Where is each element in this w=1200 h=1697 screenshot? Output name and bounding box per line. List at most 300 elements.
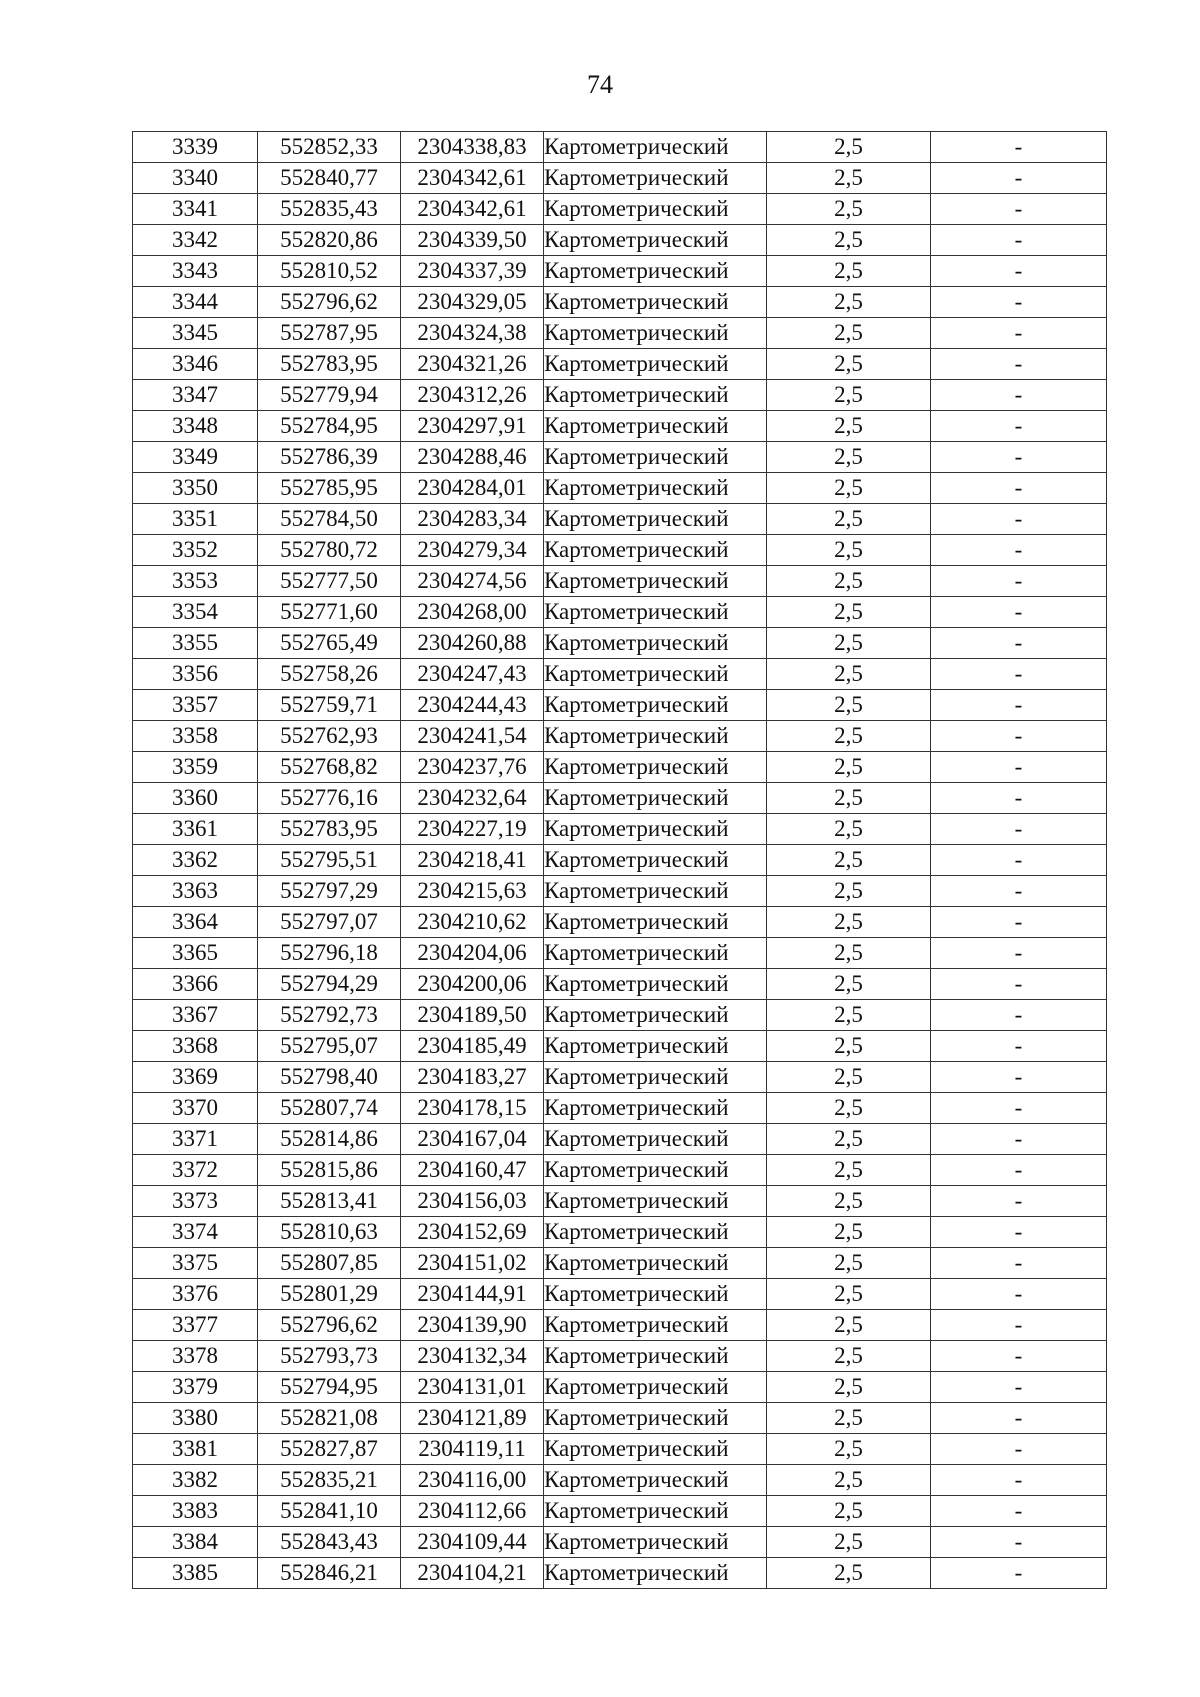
note-cell: - (931, 163, 1107, 194)
y-coordinate-cell: 2304131,01 (401, 1372, 544, 1403)
y-coordinate-cell: 2304274,56 (401, 566, 544, 597)
x-coordinate-cell: 552759,71 (258, 690, 401, 721)
note-cell: - (931, 473, 1107, 504)
note-cell: - (931, 1248, 1107, 1279)
x-coordinate-cell: 552795,07 (258, 1031, 401, 1062)
point-number-cell: 3365 (133, 938, 258, 969)
note-cell: - (931, 1093, 1107, 1124)
accuracy-cell: 2,5 (767, 1310, 931, 1341)
method-cell: Картометрический (544, 380, 767, 411)
method-cell: Картометрический (544, 256, 767, 287)
accuracy-cell: 2,5 (767, 907, 931, 938)
table-row (133, 318, 1107, 349)
accuracy-cell: 2,5 (767, 876, 931, 907)
note-cell: - (931, 721, 1107, 752)
note-cell: - (931, 783, 1107, 814)
table-row (133, 1000, 1107, 1031)
method-cell: Картометрический (544, 411, 767, 442)
table-row (133, 1248, 1107, 1279)
table-row (133, 938, 1107, 969)
method-cell: Картометрический (544, 318, 767, 349)
note-cell: - (931, 752, 1107, 783)
note-cell: - (931, 1062, 1107, 1093)
y-coordinate-cell: 2304185,49 (401, 1031, 544, 1062)
accuracy-cell: 2,5 (767, 1155, 931, 1186)
table-row (133, 814, 1107, 845)
x-coordinate-cell: 552815,86 (258, 1155, 401, 1186)
method-cell: Картометрический (544, 876, 767, 907)
note-cell: - (931, 1124, 1107, 1155)
point-number-cell: 3378 (133, 1341, 258, 1372)
method-cell: Картометрический (544, 1465, 767, 1496)
x-coordinate-cell: 552807,85 (258, 1248, 401, 1279)
accuracy-cell: 2,5 (767, 349, 931, 380)
accuracy-cell: 2,5 (767, 1248, 931, 1279)
point-number-cell: 3385 (133, 1558, 258, 1589)
x-coordinate-cell: 552810,52 (258, 256, 401, 287)
table-row (133, 1465, 1107, 1496)
point-number-cell: 3374 (133, 1217, 258, 1248)
method-cell: Картометрический (544, 690, 767, 721)
y-coordinate-cell: 2304244,43 (401, 690, 544, 721)
method-cell: Картометрический (544, 1403, 767, 1434)
accuracy-cell: 2,5 (767, 256, 931, 287)
table-row (133, 1062, 1107, 1093)
note-cell: - (931, 1000, 1107, 1031)
note-cell: - (931, 845, 1107, 876)
note-cell: - (931, 814, 1107, 845)
y-coordinate-cell: 2304189,50 (401, 1000, 544, 1031)
table-row (133, 163, 1107, 194)
note-cell: - (931, 1217, 1107, 1248)
y-coordinate-cell: 2304121,89 (401, 1403, 544, 1434)
point-number-cell: 3352 (133, 535, 258, 566)
method-cell: Картометрический (544, 535, 767, 566)
note-cell: - (931, 504, 1107, 535)
note-cell: - (931, 1341, 1107, 1372)
table-row (133, 1434, 1107, 1465)
note-cell: - (931, 535, 1107, 566)
table-row (133, 256, 1107, 287)
y-coordinate-cell: 2304178,15 (401, 1093, 544, 1124)
x-coordinate-cell: 552814,86 (258, 1124, 401, 1155)
y-coordinate-cell: 2304232,64 (401, 783, 544, 814)
table-row (133, 721, 1107, 752)
point-number-cell: 3354 (133, 597, 258, 628)
x-coordinate-cell: 552779,94 (258, 380, 401, 411)
accuracy-cell: 2,5 (767, 442, 931, 473)
x-coordinate-cell: 552840,77 (258, 163, 401, 194)
note-cell: - (931, 876, 1107, 907)
y-coordinate-cell: 2304152,69 (401, 1217, 544, 1248)
y-coordinate-cell: 2304156,03 (401, 1186, 544, 1217)
x-coordinate-cell: 552771,60 (258, 597, 401, 628)
method-cell: Картометрический (544, 659, 767, 690)
note-cell: - (931, 318, 1107, 349)
y-coordinate-cell: 2304297,91 (401, 411, 544, 442)
note-cell: - (931, 1496, 1107, 1527)
accuracy-cell: 2,5 (767, 783, 931, 814)
y-coordinate-cell: 2304268,00 (401, 597, 544, 628)
accuracy-cell: 2,5 (767, 132, 931, 163)
method-cell: Картометрический (544, 349, 767, 380)
accuracy-cell: 2,5 (767, 1093, 931, 1124)
accuracy-cell: 2,5 (767, 1279, 931, 1310)
point-number-cell: 3347 (133, 380, 258, 411)
y-coordinate-cell: 2304237,76 (401, 752, 544, 783)
accuracy-cell: 2,5 (767, 597, 931, 628)
y-coordinate-cell: 2304119,11 (401, 1434, 544, 1465)
point-number-cell: 3355 (133, 628, 258, 659)
x-coordinate-cell: 552784,50 (258, 504, 401, 535)
x-coordinate-cell: 552821,08 (258, 1403, 401, 1434)
x-coordinate-cell: 552758,26 (258, 659, 401, 690)
accuracy-cell: 2,5 (767, 814, 931, 845)
table-row (133, 1031, 1107, 1062)
page-number: 74 (587, 70, 613, 99)
table-row (133, 1341, 1107, 1372)
y-coordinate-cell: 2304284,01 (401, 473, 544, 504)
table-row (133, 225, 1107, 256)
x-coordinate-cell: 552801,29 (258, 1279, 401, 1310)
table-row (133, 1217, 1107, 1248)
table-row (133, 1558, 1107, 1589)
point-number-cell: 3360 (133, 783, 258, 814)
note-cell: - (931, 938, 1107, 969)
x-coordinate-cell: 552835,21 (258, 1465, 401, 1496)
method-cell: Картометрический (544, 225, 767, 256)
note-cell: - (931, 1279, 1107, 1310)
note-cell: - (931, 1403, 1107, 1434)
table-row (133, 473, 1107, 504)
point-number-cell: 3358 (133, 721, 258, 752)
y-coordinate-cell: 2304329,05 (401, 287, 544, 318)
y-coordinate-cell: 2304204,06 (401, 938, 544, 969)
y-coordinate-cell: 2304339,50 (401, 225, 544, 256)
accuracy-cell: 2,5 (767, 1434, 931, 1465)
accuracy-cell: 2,5 (767, 1186, 931, 1217)
method-cell: Картометрический (544, 194, 767, 225)
point-number-cell: 3369 (133, 1062, 258, 1093)
table-body (133, 132, 1107, 1589)
table-row (133, 411, 1107, 442)
point-number-cell: 3367 (133, 1000, 258, 1031)
x-coordinate-cell: 552794,29 (258, 969, 401, 1000)
x-coordinate-cell: 552835,43 (258, 194, 401, 225)
note-cell: - (931, 411, 1107, 442)
y-coordinate-cell: 2304218,41 (401, 845, 544, 876)
point-number-cell: 3368 (133, 1031, 258, 1062)
y-coordinate-cell: 2304288,46 (401, 442, 544, 473)
method-cell: Картометрический (544, 1527, 767, 1558)
y-coordinate-cell: 2304342,61 (401, 194, 544, 225)
table-row (133, 1124, 1107, 1155)
point-number-cell: 3341 (133, 194, 258, 225)
method-cell: Картометрический (544, 1279, 767, 1310)
note-cell: - (931, 1558, 1107, 1589)
table-row (133, 907, 1107, 938)
y-coordinate-cell: 2304200,06 (401, 969, 544, 1000)
method-cell: Картометрический (544, 473, 767, 504)
y-coordinate-cell: 2304132,34 (401, 1341, 544, 1372)
note-cell: - (931, 1155, 1107, 1186)
y-coordinate-cell: 2304112,66 (401, 1496, 544, 1527)
x-coordinate-cell: 552787,95 (258, 318, 401, 349)
method-cell: Картометрический (544, 1558, 767, 1589)
accuracy-cell: 2,5 (767, 1403, 931, 1434)
x-coordinate-cell: 552786,39 (258, 442, 401, 473)
y-coordinate-cell: 2304342,61 (401, 163, 544, 194)
point-number-cell: 3364 (133, 907, 258, 938)
x-coordinate-cell: 552768,82 (258, 752, 401, 783)
accuracy-cell: 2,5 (767, 1527, 931, 1558)
y-coordinate-cell: 2304247,43 (401, 659, 544, 690)
accuracy-cell: 2,5 (767, 1062, 931, 1093)
coordinates-table (132, 131, 1107, 1589)
method-cell: Картометрический (544, 1000, 767, 1031)
point-number-cell: 3356 (133, 659, 258, 690)
y-coordinate-cell: 2304279,34 (401, 535, 544, 566)
x-coordinate-cell: 552783,95 (258, 349, 401, 380)
method-cell: Картометрический (544, 907, 767, 938)
method-cell: Картометрический (544, 442, 767, 473)
method-cell: Картометрический (544, 721, 767, 752)
note-cell: - (931, 380, 1107, 411)
note-cell: - (931, 256, 1107, 287)
method-cell: Картометрический (544, 969, 767, 1000)
accuracy-cell: 2,5 (767, 969, 931, 1000)
accuracy-cell: 2,5 (767, 1124, 931, 1155)
method-cell: Картометрический (544, 1031, 767, 1062)
accuracy-cell: 2,5 (767, 163, 931, 194)
note-cell: - (931, 1031, 1107, 1062)
y-coordinate-cell: 2304144,91 (401, 1279, 544, 1310)
accuracy-cell: 2,5 (767, 1031, 931, 1062)
table-row (133, 1403, 1107, 1434)
note-cell: - (931, 1465, 1107, 1496)
x-coordinate-cell: 552827,87 (258, 1434, 401, 1465)
method-cell: Картометрический (544, 1248, 767, 1279)
x-coordinate-cell: 552795,51 (258, 845, 401, 876)
point-number-cell: 3383 (133, 1496, 258, 1527)
x-coordinate-cell: 552792,73 (258, 1000, 401, 1031)
y-coordinate-cell: 2304337,39 (401, 256, 544, 287)
accuracy-cell: 2,5 (767, 1558, 931, 1589)
method-cell: Картометрический (544, 814, 767, 845)
x-coordinate-cell: 552843,43 (258, 1527, 401, 1558)
note-cell: - (931, 597, 1107, 628)
x-coordinate-cell: 552797,07 (258, 907, 401, 938)
method-cell: Картометрический (544, 1155, 767, 1186)
x-coordinate-cell: 552796,18 (258, 938, 401, 969)
note-cell: - (931, 969, 1107, 1000)
method-cell: Картометрический (544, 504, 767, 535)
method-cell: Картометрический (544, 163, 767, 194)
y-coordinate-cell: 2304215,63 (401, 876, 544, 907)
point-number-cell: 3348 (133, 411, 258, 442)
note-cell: - (931, 225, 1107, 256)
point-number-cell: 3346 (133, 349, 258, 380)
note-cell: - (931, 566, 1107, 597)
x-coordinate-cell: 552810,63 (258, 1217, 401, 1248)
method-cell: Картометрический (544, 1496, 767, 1527)
method-cell: Картометрический (544, 938, 767, 969)
point-number-cell: 3366 (133, 969, 258, 1000)
point-number-cell: 3379 (133, 1372, 258, 1403)
table-row (133, 349, 1107, 380)
note-cell: - (931, 659, 1107, 690)
y-coordinate-cell: 2304116,00 (401, 1465, 544, 1496)
point-number-cell: 3384 (133, 1527, 258, 1558)
note-cell: - (931, 1527, 1107, 1558)
x-coordinate-cell: 552780,72 (258, 535, 401, 566)
y-coordinate-cell: 2304183,27 (401, 1062, 544, 1093)
method-cell: Картометрический (544, 1310, 767, 1341)
method-cell: Картометрический (544, 287, 767, 318)
note-cell: - (931, 349, 1107, 380)
accuracy-cell: 2,5 (767, 194, 931, 225)
accuracy-cell: 2,5 (767, 1496, 931, 1527)
point-number-cell: 3345 (133, 318, 258, 349)
accuracy-cell: 2,5 (767, 1217, 931, 1248)
x-coordinate-cell: 552813,41 (258, 1186, 401, 1217)
point-number-cell: 3340 (133, 163, 258, 194)
note-cell: - (931, 442, 1107, 473)
accuracy-cell: 2,5 (767, 287, 931, 318)
point-number-cell: 3373 (133, 1186, 258, 1217)
point-number-cell: 3362 (133, 845, 258, 876)
table-row (133, 1372, 1107, 1403)
table-row (133, 535, 1107, 566)
point-number-cell: 3342 (133, 225, 258, 256)
table-row (133, 132, 1107, 163)
table-row (133, 566, 1107, 597)
y-coordinate-cell: 2304260,88 (401, 628, 544, 659)
x-coordinate-cell: 552846,21 (258, 1558, 401, 1589)
y-coordinate-cell: 2304160,47 (401, 1155, 544, 1186)
table-row (133, 1279, 1107, 1310)
note-cell: - (931, 132, 1107, 163)
note-cell: - (931, 1186, 1107, 1217)
table-row (133, 1155, 1107, 1186)
table-row (133, 287, 1107, 318)
y-coordinate-cell: 2304338,83 (401, 132, 544, 163)
accuracy-cell: 2,5 (767, 1372, 931, 1403)
point-number-cell: 3371 (133, 1124, 258, 1155)
method-cell: Картометрический (544, 783, 767, 814)
method-cell: Картометрический (544, 1186, 767, 1217)
table-row (133, 194, 1107, 225)
table-row (133, 845, 1107, 876)
method-cell: Картометрический (544, 845, 767, 876)
x-coordinate-cell: 552793,73 (258, 1341, 401, 1372)
accuracy-cell: 2,5 (767, 535, 931, 566)
note-cell: - (931, 194, 1107, 225)
point-number-cell: 3363 (133, 876, 258, 907)
y-coordinate-cell: 2304241,54 (401, 721, 544, 752)
x-coordinate-cell: 552796,62 (258, 1310, 401, 1341)
y-coordinate-cell: 2304283,34 (401, 504, 544, 535)
method-cell: Картометрический (544, 1062, 767, 1093)
x-coordinate-cell: 552852,33 (258, 132, 401, 163)
accuracy-cell: 2,5 (767, 938, 931, 969)
x-coordinate-cell: 552798,40 (258, 1062, 401, 1093)
accuracy-cell: 2,5 (767, 628, 931, 659)
x-coordinate-cell: 552820,86 (258, 225, 401, 256)
table-row (133, 1527, 1107, 1558)
method-cell: Картометрический (544, 132, 767, 163)
x-coordinate-cell: 552777,50 (258, 566, 401, 597)
point-number-cell: 3353 (133, 566, 258, 597)
table-row (133, 876, 1107, 907)
accuracy-cell: 2,5 (767, 318, 931, 349)
x-coordinate-cell: 552797,29 (258, 876, 401, 907)
point-number-cell: 3381 (133, 1434, 258, 1465)
point-number-cell: 3375 (133, 1248, 258, 1279)
note-cell: - (931, 628, 1107, 659)
note-cell: - (931, 1434, 1107, 1465)
y-coordinate-cell: 2304321,26 (401, 349, 544, 380)
table-row (133, 752, 1107, 783)
point-number-cell: 3376 (133, 1279, 258, 1310)
method-cell: Картометрический (544, 566, 767, 597)
table-row (133, 1310, 1107, 1341)
x-coordinate-cell: 552796,62 (258, 287, 401, 318)
x-coordinate-cell: 552807,74 (258, 1093, 401, 1124)
y-coordinate-cell: 2304324,38 (401, 318, 544, 349)
point-number-cell: 3380 (133, 1403, 258, 1434)
table-row (133, 597, 1107, 628)
accuracy-cell: 2,5 (767, 721, 931, 752)
method-cell: Картометрический (544, 1217, 767, 1248)
y-coordinate-cell: 2304104,21 (401, 1558, 544, 1589)
point-number-cell: 3370 (133, 1093, 258, 1124)
accuracy-cell: 2,5 (767, 659, 931, 690)
x-coordinate-cell: 552794,95 (258, 1372, 401, 1403)
method-cell: Картометрический (544, 1124, 767, 1155)
table-row (133, 628, 1107, 659)
y-coordinate-cell: 2304139,90 (401, 1310, 544, 1341)
accuracy-cell: 2,5 (767, 504, 931, 535)
x-coordinate-cell: 552841,10 (258, 1496, 401, 1527)
accuracy-cell: 2,5 (767, 1341, 931, 1372)
point-number-cell: 3382 (133, 1465, 258, 1496)
accuracy-cell: 2,5 (767, 1465, 931, 1496)
note-cell: - (931, 1372, 1107, 1403)
y-coordinate-cell: 2304227,19 (401, 814, 544, 845)
point-number-cell: 3350 (133, 473, 258, 504)
accuracy-cell: 2,5 (767, 845, 931, 876)
table-row (133, 969, 1107, 1000)
point-number-cell: 3344 (133, 287, 258, 318)
point-number-cell: 3343 (133, 256, 258, 287)
table-row (133, 380, 1107, 411)
method-cell: Картометрический (544, 1093, 767, 1124)
accuracy-cell: 2,5 (767, 1000, 931, 1031)
accuracy-cell: 2,5 (767, 380, 931, 411)
table-row (133, 783, 1107, 814)
accuracy-cell: 2,5 (767, 411, 931, 442)
x-coordinate-cell: 552776,16 (258, 783, 401, 814)
y-coordinate-cell: 2304167,04 (401, 1124, 544, 1155)
x-coordinate-cell: 552784,95 (258, 411, 401, 442)
x-coordinate-cell: 552783,95 (258, 814, 401, 845)
note-cell: - (931, 690, 1107, 721)
table-row (133, 1496, 1107, 1527)
method-cell: Картометрический (544, 628, 767, 659)
point-number-cell: 3372 (133, 1155, 258, 1186)
accuracy-cell: 2,5 (767, 566, 931, 597)
